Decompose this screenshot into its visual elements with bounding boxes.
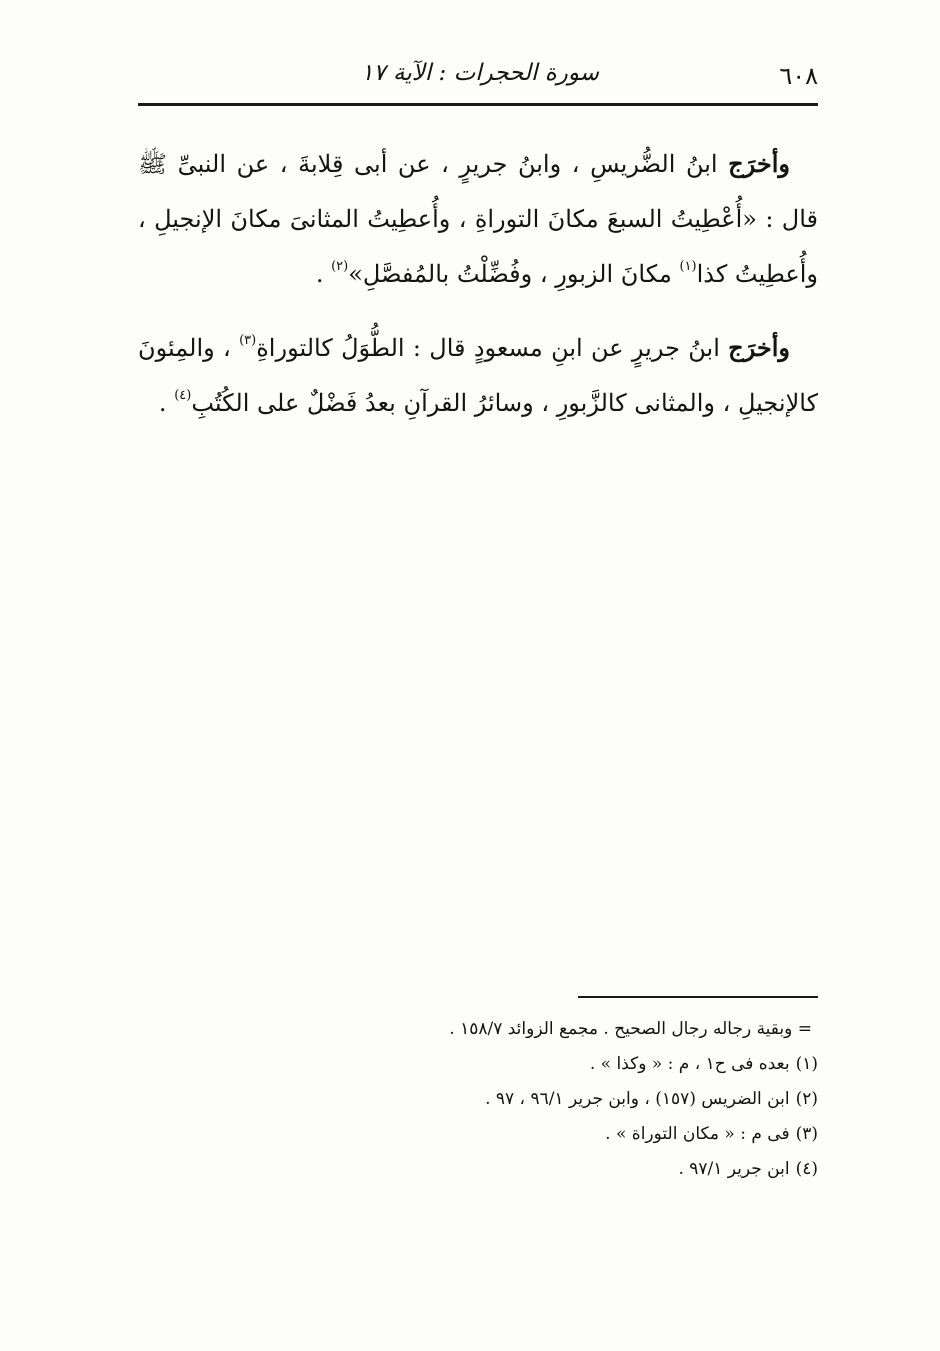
- footnote: [138, 1152, 818, 1187]
- paragraph-text: مكانَ الزبورِ ، وفُضِّلْتُ بالمُفصَّلِ»: [348, 260, 680, 288]
- paragraph: [138, 136, 818, 302]
- footnote-ref: (٤): [174, 388, 192, 403]
- paragraph-lead: وأخرَج: [728, 333, 790, 362]
- paragraph-text: .: [315, 260, 332, 288]
- paragraph-text: ابنُ جريرٍ عن ابنِ مسعودٍ قال : الطُّوَلُ كالتوراةِ: [256, 334, 729, 362]
- footnote: [138, 1047, 818, 1082]
- footnote-text: = وبقية رجاله رجال الصحيح . مجمع الزوائد ١٥٨/٧ .: [449, 1019, 812, 1039]
- page-number: ٦٠٨: [779, 62, 818, 90]
- footnote-number: (٢): [795, 1089, 818, 1109]
- paragraph-text: ابنُ الضُّريسِ ، وابنُ جريرٍ ، عن أبى قِلابةَ ، عن النبىِّ ﷺ قال : «أُعْطِيتُ السبعَ مكانَ التوراةِ ، وأُعطِيتُ المثانىَ مكانَ الإنجيلِ ، وأُعطِيتُ كذا: [138, 150, 818, 288]
- footnote-number: (١): [795, 1054, 818, 1074]
- footnote-text: فى م : « مكان التوراة » .: [605, 1124, 790, 1144]
- footnote-number: (٣): [795, 1124, 818, 1144]
- paragraph-lead: وأخرَج: [728, 149, 790, 178]
- paragraph-text: .: [158, 389, 175, 417]
- paragraph-text: ، والمِئونَ كالإنجيلِ ، والمثانى كالزَّبورِ ، وسائرُ القرآنِ بعدُ فَضْلٌ على الكُتُبِ: [138, 334, 818, 417]
- header-rule: [138, 103, 818, 106]
- footnote-text: بعده فى ح١ ، م : « وكذا » .: [589, 1054, 790, 1074]
- paragraph: [138, 320, 818, 431]
- main-text: [138, 136, 818, 449]
- footnote-ref: (٣): [239, 333, 257, 348]
- footnote: [138, 1012, 818, 1047]
- page-header: [138, 54, 818, 102]
- footnote-number: (٤): [795, 1159, 818, 1179]
- footnote-text: ابن الضريس (١٥٧) ، وابن جرير ٩٦/١ ، ٩٧ .: [485, 1089, 790, 1109]
- footnote-rule: [578, 996, 818, 998]
- footnote-text: ابن جرير ٩٧/١ .: [678, 1159, 790, 1179]
- footnotes: [138, 1012, 818, 1187]
- footnote: [138, 1117, 818, 1152]
- footnote-ref: (٢): [331, 259, 349, 274]
- running-title: سورة الحجرات : الآية ١٧: [360, 60, 600, 86]
- footnote: [138, 1082, 818, 1117]
- footnote-ref: (١): [679, 259, 697, 274]
